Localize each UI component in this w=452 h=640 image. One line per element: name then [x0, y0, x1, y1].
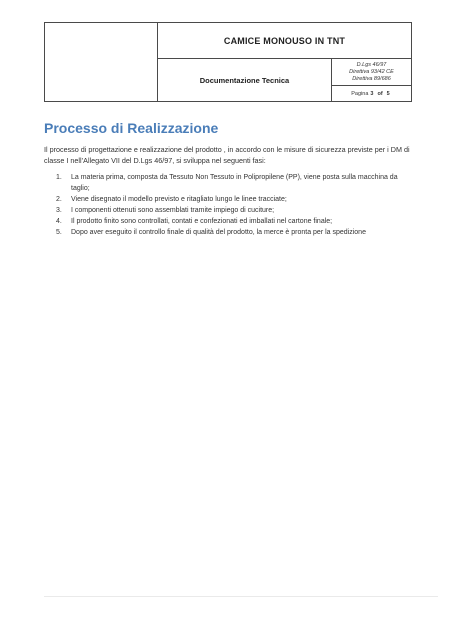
regulation-ref: Direttiva 89/686: [352, 75, 391, 82]
page-current: 3: [370, 90, 374, 97]
document-title: CAMICE MONOUSO IN TNT: [158, 23, 411, 59]
step-text: I componenti ottenuti sono assemblati tramite impiego di cuciture;: [71, 207, 275, 214]
footer-divider: [44, 596, 438, 597]
list-item: [44, 194, 412, 205]
document-type: Documentazione Tecnica: [158, 59, 332, 101]
logo-cell: [45, 23, 158, 101]
page-number: [332, 86, 411, 101]
step-text: Viene disegnato il modello previsto e ritagliato lungo le linee tracciate;: [71, 196, 287, 203]
process-steps-list: [44, 172, 412, 238]
list-item: [44, 227, 412, 238]
step-number: 3.: [56, 207, 62, 214]
step-number: 1.: [56, 174, 62, 181]
list-item: [44, 172, 412, 194]
section-title: Processo di Realizzazione: [44, 120, 219, 136]
page-of: of: [377, 90, 383, 97]
step-number: 5.: [56, 229, 62, 236]
page-total: 5: [386, 90, 390, 97]
list-item: [44, 216, 412, 227]
step-text: Il prodotto finito sono controllati, contati e confezionati ed imballati nel cartone finale;: [71, 218, 333, 225]
header-table: [44, 22, 412, 102]
page-label: Pagina: [351, 90, 369, 97]
list-item: [44, 205, 412, 216]
regulation-ref: D.Lgs 46/97: [356, 61, 387, 68]
step-number: 4.: [56, 218, 62, 225]
step-number: 2.: [56, 196, 62, 203]
step-text: La materia prima, composta da Tessuto Non Tessuto in Polipropilene (PP), viene posta sulla macchina da taglio;: [71, 174, 398, 192]
intro-paragraph: Il processo di progettazione e realizzazione del prodotto , in accordo con le misure di sicurezza previste per i DM di classe I nell’Allegato VII del D.Lgs 46/97, si sviluppa nel seguenti fasi:: [44, 145, 410, 165]
regulation-references: [332, 59, 411, 86]
step-text: Dopo aver eseguito il controllo finale di qualità del prodotto, la merce è pronta per la spedizione: [71, 229, 366, 236]
regulation-ref: Direttiva 93/42 CE: [349, 68, 394, 75]
